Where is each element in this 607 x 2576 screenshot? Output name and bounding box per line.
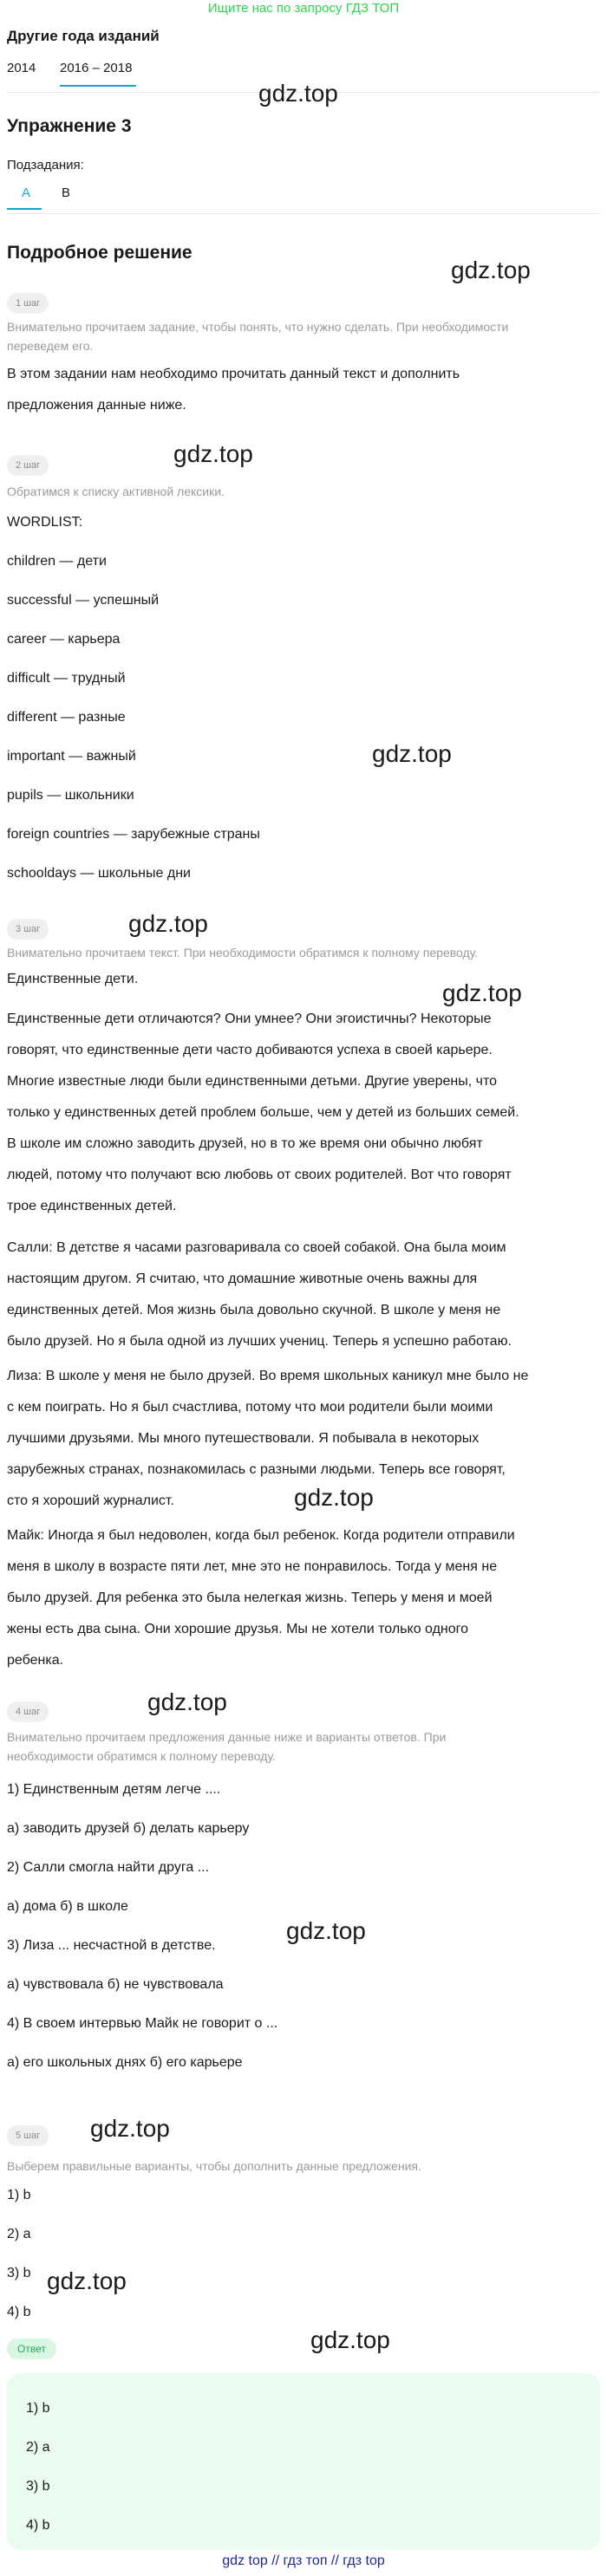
watermark: gdz.top (451, 257, 531, 283)
watermark: gdz.top (128, 910, 208, 937)
watermark: gdz.top (147, 1688, 227, 1715)
promo-banner: Ищите нас по запросу ГДЗ ТОП (207, 1, 400, 16)
watermark: gdz.top (47, 2267, 127, 2294)
list-item: а) заводить друзей б) делать карьеру (7, 1821, 250, 1836)
active-subtask-underline (7, 208, 42, 210)
watermark: gdz.top (442, 979, 522, 1006)
step-badge: 2 шаг (7, 455, 49, 476)
list-item: 2) Салли смогла найти друга ... (7, 1860, 210, 1875)
step-text: Салли: В детстве я часами разговаривала со своей собакой. Она была моим настоящим другом. Я считаю, что домашние животные очень важны для единственных детей. Моя жизнь была довольно скучной. В школе у меня не было друзей. Но я была одной из лучших учениц. Теперь я успешно работаю. (7, 1240, 512, 1349)
list-item: а) чувствовала б) не чувствовала (7, 1977, 224, 1992)
subtasks-label: Подзадания: (7, 158, 84, 172)
list-item: successful — успешный (7, 593, 160, 608)
watermark: gdz.top (173, 440, 253, 467)
step-hint: Выберем правильные варианты, чтобы дополнить данные предложения. (7, 2159, 421, 2173)
step-badge: 3 шаг (7, 919, 49, 940)
list-item: WORDLIST: (7, 515, 83, 530)
step-text: Единственные дети. (7, 972, 139, 986)
list-item: children — дети (7, 554, 107, 569)
list-item: 1) Единственным детям легче .... (7, 1782, 221, 1797)
watermark: gdz.top (310, 2326, 390, 2353)
watermark: gdz.top (372, 740, 452, 767)
step-badge: 4 шаг (7, 1701, 49, 1722)
list-item: important — важный (7, 749, 136, 764)
list-item: 3) b (7, 2266, 31, 2280)
active-year-underline (60, 85, 136, 87)
year-link-2016-2018[interactable]: 2016 – 2018 (60, 61, 133, 75)
watermark: gdz.top (90, 2115, 170, 2142)
answer-item: 2) a (26, 2440, 50, 2455)
list-item: 2) a (7, 2227, 31, 2241)
step-text: Майк: Иногда я был недоволен, когда был ребенок. Когда родители отправили меня в школу в возрасте пяти лет, мне это не понравилось. Тогда у меня не было друзей. Для ребенка это была нелегкая жизнь. Теперь у меня и моей жены есть два сына. Они хорошие друзья. Мы не хотели только одного ребенка. (7, 1528, 515, 1668)
list-item: different — разные (7, 710, 126, 725)
list-item: pupils — школьники (7, 788, 134, 803)
step-hint: Внимательно прочитаем текст. При необходимости обратимся к полному переводу. (7, 946, 479, 959)
watermark: gdz.top (294, 1484, 374, 1511)
step-text: Лиза: В школе у меня не было друзей. Во время школьных каникул мне было не с кем поиграть. Но я был счастлива, потому что мои родители были моими лучшими друзьями. Мы много путешествовали. Я побывала в некоторых зарубежных странах, познакомилась с разными людьми. Теперь все говорят, сто я хороший журналист. (7, 1369, 529, 1508)
list-item: а) его школьных днях б) его карьере (7, 2055, 243, 2070)
step-text: Единственные дети отличаются? Они умнее? Они эгоистичны? Некоторые говорят, что единственные дети часто добиваются успеха в своей карьере. Многие известные люди были единственными детьми. Другие уверены, что только у единственных детей проблем больше, чем у детей из больших семей. В школе им сложно заводить друзей, но в то же время они обычно любят людей, потому что получают всю любовь от своих родителей. Вот что говорят трое единственных детей. (7, 1012, 519, 1213)
answer-item: 4) b (26, 2518, 50, 2533)
list-item: career — карьера (7, 632, 121, 647)
tab-subtask-a[interactable]: A (22, 185, 31, 200)
step-hint: Внимательно прочитаем задание, чтобы понять, что нужно сделать. При необходимости переведем его. (7, 320, 509, 353)
exercise-title: Упражнение 3 (7, 116, 132, 136)
step-badge: 1 шаг (7, 293, 49, 314)
solution-title: Подробное решение (7, 243, 193, 263)
year-link-2014[interactable]: 2014 (7, 61, 36, 75)
list-item: 1) b (7, 2188, 31, 2202)
answer-badge: Ответ (7, 2339, 56, 2359)
divider (7, 213, 600, 214)
answer-item: 1) b (26, 2401, 50, 2416)
watermark: gdz.top (258, 80, 338, 107)
footer-links[interactable]: gdz top // гдз топ // гдз top (222, 2553, 385, 2568)
list-item: 4) В своем интервью Майк не говорит о ... (7, 2016, 278, 2031)
watermark: gdz.top (286, 1917, 366, 1944)
list-item: 3) Лиза ... несчастной в детстве. (7, 1938, 216, 1953)
answer-box (7, 2373, 600, 2550)
list-item: schooldays — школьные дни (7, 866, 191, 881)
list-item: а) дома б) в школе (7, 1899, 128, 1914)
step-text: В этом задании нам необходимо прочитать данный текст и дополнить предложения данные ниже. (7, 367, 460, 413)
tab-subtask-b[interactable]: B (62, 185, 71, 200)
other-years-title: Другие года изданий (7, 28, 160, 44)
step-hint: Внимательно прочитаем предложения данные ниже и варианты ответов. При необходимости обратимся к полному переводу. (7, 1730, 447, 1763)
step-badge: 5 шаг (7, 2125, 49, 2146)
answer-item: 3) b (26, 2479, 50, 2494)
step-answers (7, 2176, 600, 2332)
step-hint: Обратимся к списку активной лексики. (7, 485, 225, 498)
list-item: difficult — трудный (7, 671, 126, 686)
list-item: foreign countries — зарубежные страны (7, 827, 260, 842)
wordlist (7, 503, 600, 893)
list-item: 4) b (7, 2305, 31, 2319)
